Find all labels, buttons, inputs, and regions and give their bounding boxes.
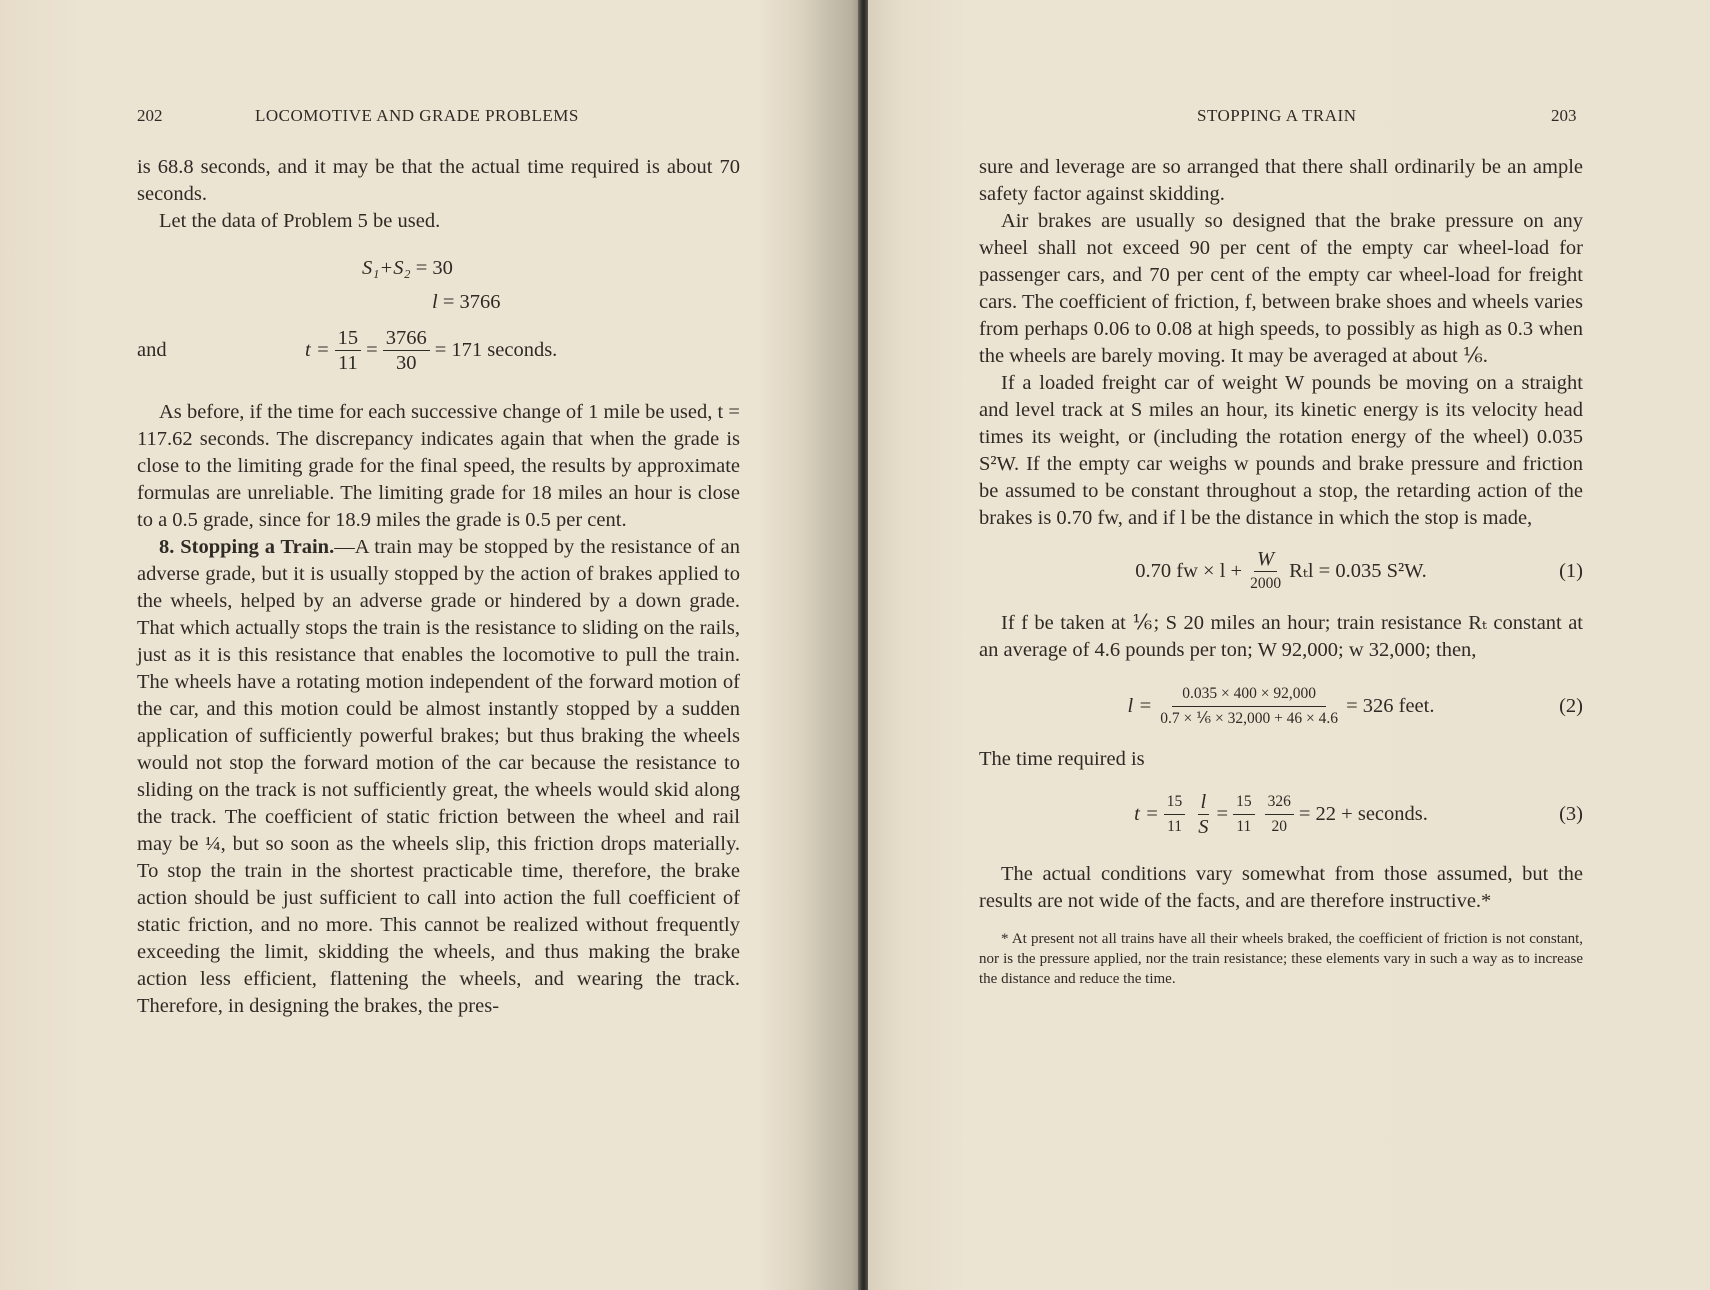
- fraction: $\frac{3766}{30}$: [383, 326, 430, 375]
- running-header: STOPPING A TRAIN: [1197, 106, 1357, 125]
- equation-1: 0.70 fw × l + $\frac{W}{2000}$ Rₜl = 0.035 S²W. (1): [979, 542, 1583, 600]
- section-heading: 8. Stopping a Train.: [159, 536, 335, 558]
- footnote: * At present not all trains have all their wheels braked, the coefficient of friction is not constant, nor is the pressure applied, nor the train resistance; these elements vary in such a way as to increase the distance and reduce the time.: [979, 931, 1583, 987]
- paragraph: sure and leverage are so arranged that there shall ordinarily be an ample safety factor against skidding.: [979, 156, 1583, 205]
- paragraph: The time required is: [979, 748, 1145, 770]
- equation-number: (2): [1559, 694, 1583, 717]
- book-gutter: [858, 0, 868, 1290]
- fraction: $\frac{W}{2000}$: [1250, 547, 1282, 592]
- paragraph: The actual conditions vary somewhat from those assumed, but the results are not wide of the facts, and are therefore instructive.*: [979, 863, 1583, 912]
- equation: S₁+S₂ = 30: [362, 256, 453, 279]
- paragraph: Air brakes are usually so designed that the brake pressure on any wheel shall not exceed 90 per cent of the empty car wheel-load for passenger cars, and 70 per cent of the empty car wheel-load for freight cars. The coefficient of friction, f, between brake shoes and wheels varies from perhaps 0.06 to 0.08 at high speeds, to possibly as high as 0.3 when the wheels are barely moving. It may be averaged at about ⅙.: [979, 210, 1583, 367]
- page-number: 203: [1551, 106, 1577, 125]
- paragraph: If a loaded freight car of weight W pounds be moving on a straight and level track at S miles an hour, its kinetic energy is its velocity head times its weight, or (including the rotation energy of the wheel) 0.035 S²W. If the empty car weighs w pounds and brake pressure and friction be assumed to be constant throughout a stop, the retarding action of the brakes is 0.70 fw, and if l be the distance in which the stop is made,: [979, 372, 1583, 529]
- equation: l = 3766: [432, 290, 501, 313]
- page-number: 202: [137, 106, 163, 125]
- paragraph: As before, if the time for each successive change of 1 mile be used, t = 117.62 seconds. The discrepancy indicates again that when the grade is close to the limiting grade for the final speed, the results by approximate formulas are unreliable. The limiting grade for 18 miles an hour is close to a 0.5 grade, since for 18.9 miles the grade is 0.5 per cent.: [137, 401, 740, 531]
- fraction: $\frac{0.035 \times 400 \times 92,000}{\text{0.7 × ⅙ × 32,000 + 46 × 4.6}}$: [1157, 682, 1341, 731]
- paragraph: If f be taken at ⅙; S 20 miles an hour; train resistance Rₜ constant at an average of 4.6 pounds per ton; W 92,000; w 32,000; then,: [979, 612, 1583, 661]
- equation-3: t = $\frac{15}{11}$ $\frac{l}{S}$ = $\frac{15}{11}$ $\frac{326}{20}$ = 22 + seconds. (3): [1134, 790, 1583, 838]
- equation-number: (3): [1559, 802, 1583, 825]
- text-column: [137, 154, 740, 1020]
- running-header: LOCOMOTIVE AND GRADE PROBLEMS: [255, 106, 579, 125]
- fraction: $\frac{15}{11}$: [335, 326, 362, 375]
- paragraph: is 68.8 seconds, and it may be that the actual time required is about 70 seconds.: [137, 156, 740, 205]
- right-page: [868, 0, 1710, 1290]
- paragraph: Let the data of Problem 5 be used.: [159, 210, 441, 232]
- equation-2: l = $\frac{0.035 \times 400 \times 92,000}{\text{0.7 × ⅙ × 32,000 + 46 × 4.6}}$ = 326 feet. (2): [979, 674, 1583, 738]
- equation-number: (1): [1559, 559, 1583, 582]
- paragraph: 8. Stopping a Train.—A train may be stopped by the resistance of an adverse grade, but it is usually stopped by the action of brakes applied to the wheels, helped by an adverse grade or hindered by a down grade. That which actually stops the train is the resistance to sliding on the rails, just as it is this resistance that enables the locomotive to pull the train. The wheels have a rotating motion independent of the forward motion of the car, and this motion could be almost instantly stopped by a sudden application of sufficiently powerful brakes; but thus braking the wheels would not stop the forward motion of the car because the resistance to sliding on the track is not sufficiently great, the wheels would skid along the track. The coefficient of static friction between the wheel and rail may be ¼, but so soon as the wheels slip, this friction drops materially. To stop the train in the shortest practicable time, therefore, the brake action should be just sufficient to call into action the full coefficient of static friction, and no more. This cannot be realized without frequently exceeding the limit, skidding the wheels, and thus making the brake action less efficient, flattening the wheels, and wearing the track. Therefore, in designing the brakes, the pres-: [137, 536, 740, 1017]
- equation: and t = $\frac{15}{11}$ = $\frac{3766}{30}$ = 171 seconds.: [137, 326, 558, 374]
- text-column: [979, 154, 1583, 989]
